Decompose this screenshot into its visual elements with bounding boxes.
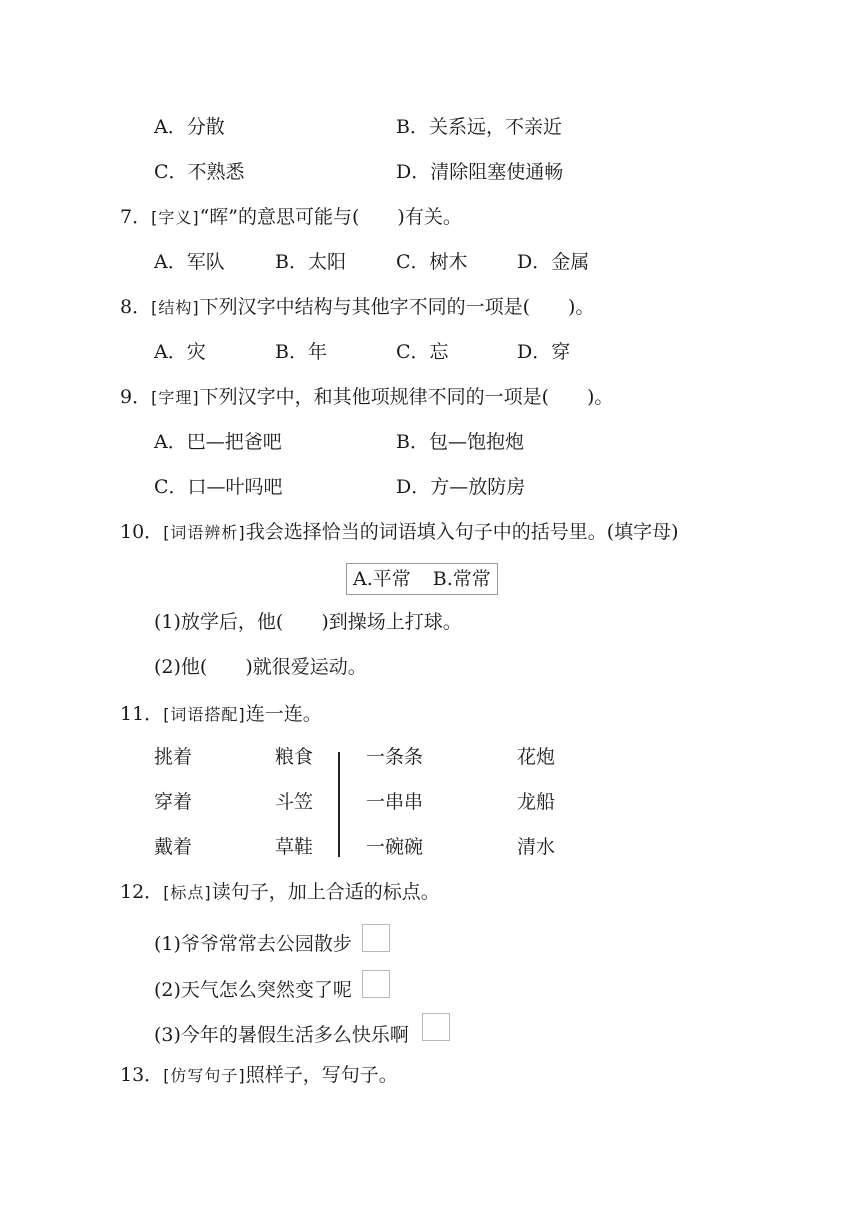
q8-option-c: C．忘 [396,341,449,363]
q11-right-col1-item: 一条条 [366,746,424,768]
q9-option-c: C．口—叶吗吧 [154,476,283,498]
q6-option-d: D．清除阻塞使通畅 [396,161,564,183]
q10-sentence-2: (2)他( )就很爱运动。 [154,656,367,678]
q10-word-a: A.平常 [353,568,411,590]
q10-tag: [词语辨析] [163,523,246,542]
q7-number: 7． [120,206,152,228]
q7-option-a: A．军队 [154,251,225,273]
q11-left-col2-item: 斗笠 [275,791,314,813]
q10-question [120,520,679,545]
q12-sentence-2: (2)天气怎么突然变了呢 [154,979,352,1001]
q11-left-col1-item: 戴着 [154,836,193,858]
q12-tag: [标点] [163,883,212,902]
q12-number: 12． [120,881,164,903]
q8-option-b: B．年 [275,341,327,363]
q11-left-col1-item: 挑着 [154,746,193,768]
q8-number: 8． [120,296,152,318]
q9-option-d: D．方—放防房 [396,476,526,498]
q11-stem: 连一连。 [245,703,322,725]
q7-question [120,205,462,230]
q8-question [120,295,594,320]
q9-tag: [字理] [151,388,200,407]
q11-divider-line [338,752,340,857]
q11-right-col2-item: 花炮 [517,746,556,768]
q9-stem: 下列汉字中，和其他项规律不同的一项是( )。 [199,386,614,408]
q12-answer-box-2[interactable] [362,970,390,998]
q9-option-a: A．巴—把爸吧 [154,431,282,453]
q6-option-c: C．不熟悉 [154,161,245,183]
q13-question [120,1063,398,1088]
q10-stem: 我会选择恰当的词语填入句子中的括号里。(填字母) [245,521,679,543]
q9-number: 9． [120,386,152,408]
q9-option-b: B．包—饱抱炮 [396,431,524,453]
q12-answer-box-1[interactable] [362,924,390,952]
q12-stem: 读句子，加上合适的标点。 [211,881,440,903]
q7-tag: [字义] [151,208,200,227]
q11-left-col2-item: 粮食 [275,746,314,768]
q13-number: 13． [120,1064,164,1086]
q6-option-b: B．关系远，不亲近 [396,116,562,138]
q10-number: 10． [120,521,164,543]
q8-tag: [结构] [151,298,200,317]
q13-stem: 照样子，写句子。 [245,1064,398,1086]
q10-word-box [346,563,498,595]
q7-option-b: B．太阳 [275,251,346,273]
q11-right-col2-item: 清水 [517,836,556,858]
q6-option-a: A．分散 [154,116,225,138]
q11-right-col2-item: 龙船 [517,791,556,813]
q12-answer-box-3[interactable] [422,1013,450,1041]
q11-left-col1-item: 穿着 [154,791,193,813]
q10-word-b: B.常常 [432,568,491,590]
q9-question [120,385,613,410]
q8-stem: 下列汉字中结构与其他字不同的一项是( )。 [199,296,595,318]
q11-right-col1-item: 一串串 [366,791,424,813]
q13-tag: [仿写句子] [163,1066,246,1085]
q7-option-c: C．树木 [396,251,468,273]
q12-sentence-1: (1)爷爷常常去公园散步 [154,933,352,955]
q8-option-a: A．灾 [154,341,206,363]
q7-option-d: D．金属 [517,251,590,273]
q8-option-d: D．穿 [517,341,571,363]
q12-sentence-3: (3)今年的暑假生活多么快乐啊 [154,1024,409,1046]
q11-number: 11． [120,703,164,725]
q7-stem: “晖”的意思可能与( )有关。 [199,206,462,228]
q11-question [120,702,322,727]
q12-question [120,880,440,905]
q11-left-col2-item: 草鞋 [275,836,314,858]
q11-tag: [词语搭配] [163,705,246,724]
q11-right-col1-item: 一碗碗 [366,836,424,858]
q10-sentence-1: (1)放学后，他( )到操场上打球。 [154,611,462,633]
